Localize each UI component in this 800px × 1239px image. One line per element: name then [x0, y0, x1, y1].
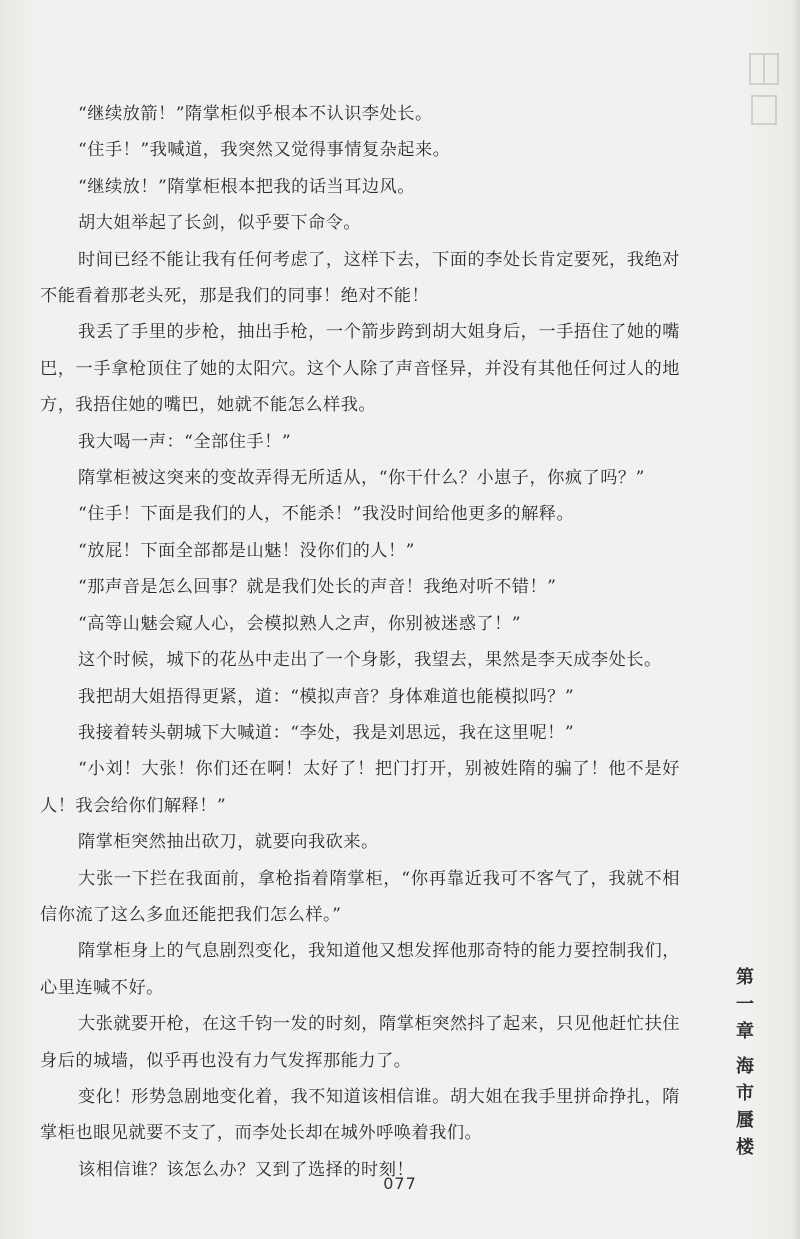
- paragraph: 我大喝一声：“全部住手！”: [78, 431, 292, 452]
- paragraph: 我接着转头朝城下大喊道：“李处，我是刘思远，我在这里呢！”: [78, 722, 575, 743]
- chapter-char: 一: [736, 994, 754, 1015]
- paragraph: “那声音是怎么回事？就是我们处长的声音！我绝对听不错！”: [78, 577, 557, 598]
- page-edge-shadow: [792, 0, 800, 1239]
- paragraph: “住手！”我喊道，我突然又觉得事情复杂起来。: [78, 140, 451, 161]
- chapter-char: 楼: [736, 1137, 754, 1158]
- paragraph: 隋掌柜被这突来的变故弄得无所适从，“你干什么？小崽子，你疯了吗？”: [78, 468, 645, 489]
- paragraph: “小刘！大张！你们还在啊！太好了！把门打开，别被姓隋的骗了！他不是好人！我会给你们解释！”: [40, 759, 680, 816]
- chapter-char: 第: [736, 967, 754, 988]
- chapter-side-title: [728, 964, 762, 1161]
- paragraph: 隋掌柜身上的气息剧烈变化，我知道他又想发挥他那奇特的能力要控制我们，心里连喊不好。: [40, 941, 680, 998]
- page-number: 077: [383, 1174, 417, 1193]
- paragraph: 大张就要开枪，在这千钧一发的时刻，隋掌柜突然抖了起来，只见他赶忙扶住身后的城墙，似乎再也没有力气发挥那能力了。: [40, 1014, 680, 1071]
- chapter-char: 章: [736, 1021, 754, 1042]
- paragraph: 该相信谁？该怎么办？又到了选择的时刻！: [78, 1159, 415, 1180]
- paragraph: 变化！形势急剧地变化着，我不知道该相信谁。胡大姐在我手里拼命挣扎，隋掌柜也眼见就要不支了，而李处长却在城外呼唤着我们。: [40, 1086, 680, 1144]
- chapter-char: 蜃: [736, 1110, 754, 1131]
- paragraph: 大张一下拦在我面前，拿枪指着隋掌柜，“你再靠近我可不客气了，我就不相信你流了这么多血还能把我们怎么样。”: [40, 868, 680, 925]
- paragraph: 隋掌柜突然抽出砍刀，就要向我砍来。: [78, 832, 379, 853]
- paragraph: “放屁！下面全部都是山魅！没你们的人！”: [78, 540, 415, 561]
- paragraph: “住手！下面是我们的人，不能杀！”我没时间给他更多的解释。: [78, 504, 575, 525]
- paragraph: “继续放箭！”隋掌柜似乎根本不认识李处长。: [78, 104, 433, 124]
- chapter-char: 海: [736, 1056, 754, 1077]
- paragraph: “高等山魅会窥人心，会模拟熟人之声，你别被迷惑了！”: [78, 613, 522, 634]
- paragraph: “继续放！”隋掌柜根本把我的话当耳边风。: [78, 176, 415, 197]
- paragraph: 胡大姐举起了长剑，似乎要下命令。: [78, 213, 362, 234]
- body-text: [40, 96, 680, 1188]
- paragraph: 我丢了手里的步枪，抽出手枪，一个箭步跨到胡大姐身后，一手捂住了她的嘴巴，一手拿枪顶住了她的太阳穴。这个人除了声音怪异，并没有其他任何过人的地方，我捂住她的嘴巴，她就不能怎么样我。: [40, 322, 680, 416]
- paragraph: 这个时候，城下的花丛中走出了一个身影，我望去，果然是李天成李处长。: [78, 650, 662, 671]
- corner-watermark: [746, 48, 782, 132]
- chapter-char: 市: [736, 1083, 754, 1104]
- paragraph: 时间已经不能让我有任何考虑了，这样下去，下面的李处长肯定要死，我绝对不能看着那老头死，那是我们的同事！绝对不能！: [40, 249, 680, 307]
- paragraph: 我把胡大姐捂得更紧，道：“模拟声音？身体难道也能模拟吗？”: [78, 686, 575, 707]
